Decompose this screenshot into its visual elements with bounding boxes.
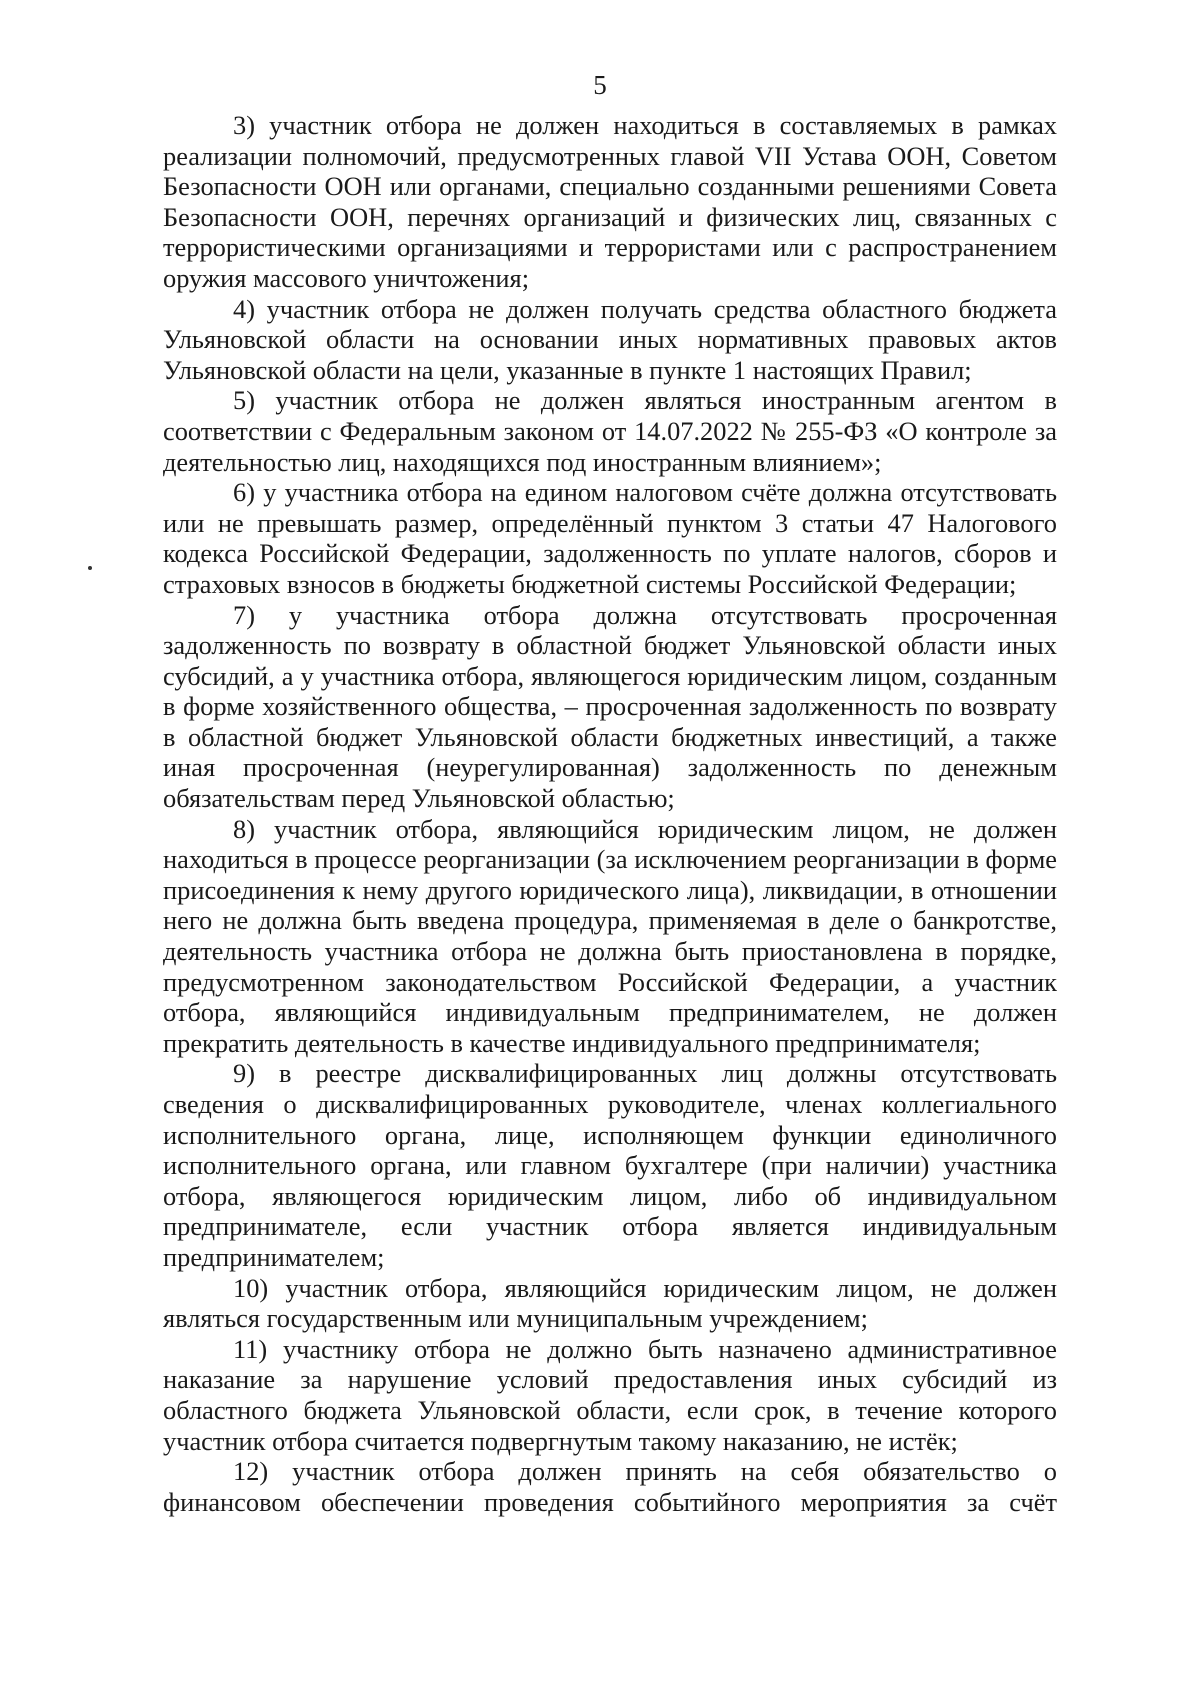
paragraph-item-8: 8) участник отбора, являющийся юридическим лицом, не должен находиться в процессе реорганизации (за исключением реорганизации в форме присоединения к нему другого юридического лица), ликвидации, в отношении него не должна быть введена процедура, применяемая в деле о банкротстве, деятельность участника отбора не должна быть приостановлена в порядке, предусмотренном законодательством Российской Федерации, а участник отбора, являющийся индивидуальным предпринимателем, не должен прекратить деятельность в качестве индивидуального предпринимателя; bbox=[163, 813, 1057, 1058]
paragraph-item-11: 11) участнику отбора не должно быть назначено административное наказание за нарушение условий предоставления иных субсидий из областного бюджета Ульяновской области, если срок, в течение которого участник отбора считается подвергнутым такому наказанию, не истёк; bbox=[163, 1333, 1057, 1456]
scan-artifact-dot bbox=[88, 566, 92, 570]
paragraph-item-7: 7) у участника отбора должна отсутствовать просроченная задолженность по возврату в областной бюджет Ульяновской области иных субсидий, а у участника отбора, являющегося юридическим лицом, созданным в форме хозяйственного общества, – просроченная задолженность по возврату в областной бюджет Ульяновской области бюджетных инвестиций, а также иная просроченная (неурегулированная) задолженность по денежным обязательствам перед Ульяновской областью; bbox=[163, 599, 1057, 814]
paragraph-item-10: 10) участник отбора, являющийся юридическим лицом, не должен являться государственным или муниципальным учреждением; bbox=[163, 1272, 1057, 1334]
paragraph-item-4: 4) участник отбора не должен получать средства областного бюджета Ульяновской области на основании иных нормативных правовых актов Ульяновской области на цели, указанные в пункте 1 настоящих Правил; bbox=[163, 293, 1057, 385]
page-number: 5 bbox=[593, 70, 607, 100]
paragraph-item-9: 9) в реестре дисквалифицированных лиц должны отсутствовать сведения о дисквалифицированных руководителе, членах коллегиального исполнительного органа, лице, исполняющем функции единоличного исполнительного органа, или главном бухгалтере (при наличии) участника отбора, являющегося юридическим лицом, либо об индивидуальном предпринимателе, если участник отбора является индивидуальным предпринимателем; bbox=[163, 1058, 1057, 1272]
document-body bbox=[163, 110, 1057, 1517]
paragraph-item-3: 3) участник отбора не должен находиться в составляемых в рамках реализации полномочий, предусмотренных главой VII Устава ООН, Советом Безопасности ООН или органами, специально созданными решениями Совета Безопасности ООН, перечнях организаций и физических лиц, связанных с террористическими организациями и террористами или с распространением оружия массового уничтожения; bbox=[163, 110, 1057, 293]
paragraph-item-6: 6) у участника отбора на едином налоговом счёте должна отсутствовать или не превышать размер, определённый пунктом 3 статьи 47 Налогового кодекса Российской Федерации, задолженность по уплате налогов, сборов и страховых взносов в бюджеты бюджетной системы Российской Федерации; bbox=[163, 477, 1057, 599]
paragraph-item-12: 12) участник отбора должен принять на себя обязательство о финансовом обеспечении проведения событийного мероприятия за счёт bbox=[163, 1456, 1057, 1517]
paragraph-item-5: 5) участник отбора не должен являться иностранным агентом в соответствии с Федеральным законом от 14.07.2022 № 255-ФЗ «О контроле за деятельностью лиц, находящихся под иностранным влиянием»; bbox=[163, 385, 1057, 477]
